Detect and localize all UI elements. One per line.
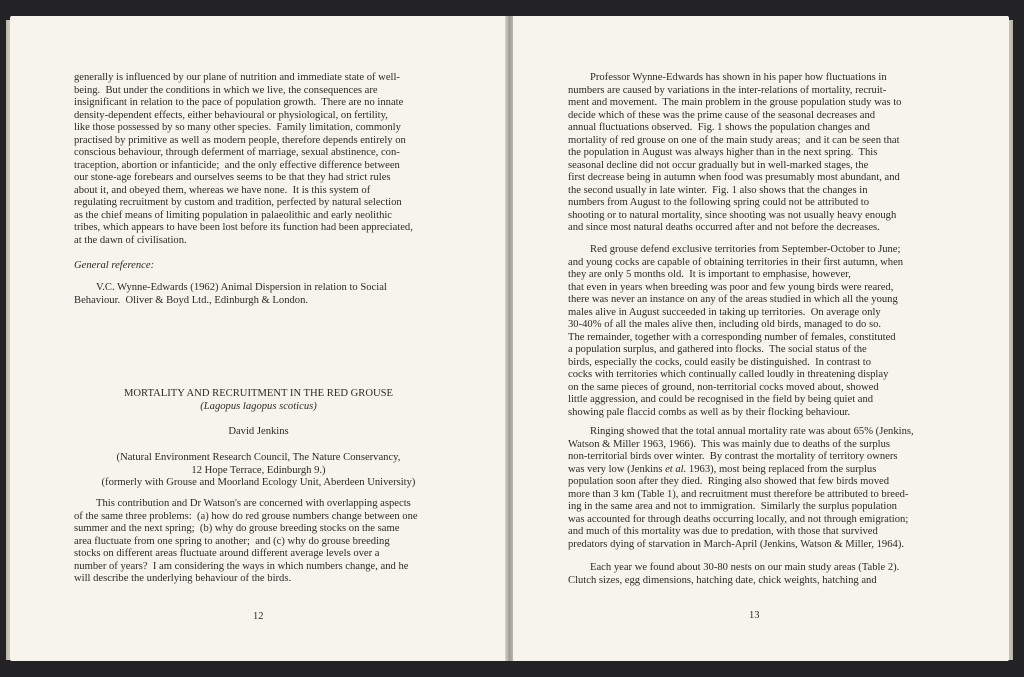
paragraph-3 <box>568 426 914 551</box>
left-page <box>10 16 507 661</box>
page-number-right: 13 <box>749 610 760 621</box>
intro-paragraph: This contribution and Dr Watson's are concerned with overlapping aspects of the same three problems: (a) how do red grouse numbers change between one summer and the next spring; (b) why do grouse breeding stocks on the same area fluctuate from one spring to another; and (c) why do grouse breeding stocks on different areas fluctuate around different average levels over a number of years? I am considering the ways in which numbers change, and he will describe the underlying behaviour of the birds. <box>74 498 418 584</box>
page-number-left: 12 <box>253 611 264 622</box>
author-name: David Jenkins <box>228 426 289 437</box>
paragraph-1: Professor Wynne-Edwards has shown in his paper how fluctuations in numbers are caused by variations in the inter-relations of mortality, recruit- ment and movement. The main problem in the grouse population study was to decide which of these was the prime cause of the seasonal decreases and annual fluctuations observed. Fig. 1 shows the population changes and mortality of red grouse on one of the main study areas; and it can be seen that the population in August was always higher than in the next spring. This seasonal decline did not occur gradually but in well-marked stages, the first decrease being in autumn when food was presumably most abundant, and the second usually in late winter. Fig. 1 also shows that the changes in numbers from August to the following spring could not be attributed to shooting or to natural mortality, since shooting was not usually heavy enough and since most natural deaths occurred after and not before the decreases. <box>568 72 902 233</box>
paragraph-3-italic: et al. <box>665 463 687 475</box>
paragraph-3-part-b: 1963), most being replaced from the surplus population soon after they died. Ringing also showed that few birds moved more than 3 km (Table 1), and recruitment must therefore be attributed to breed- ing in the same area and not to immigration. Similarly the surplus population was accounted for through deaths occurring locally, and not through emigration; and much of this mortality was due to predation, with those that survived predators dying of starvation in March-April (Jenkins, Watson & Miller, 1964). <box>568 463 909 550</box>
article-title: MORTALITY AND RECRUITMENT IN THE RED GROUSE <box>123 388 394 399</box>
author-affiliation: (Natural Environment Research Council, The Nature Conservancy, 12 Hope Terrace, Edinburgh 9.) (formerly with Grouse and Moorland Ecology Unit, Aberdeen University) <box>101 452 416 488</box>
continuation-paragraph: generally is influenced by our plane of nutrition and immediate state of well- being. But under the conditions in which we live, the consequences are insignificant in relation to the pace of population growth. There are no innate density-dependent effects, either behavioural or physiological, on fertility, like those possessed by so many other species. Family limitation, commonly practised by primitive as well as modern people, therefore depends entirely on conscious behaviour, through deferment of marriage, sexual abstinence, con- traception, abortion or infanticide; and the only effective difference between our stone-age forebears and ourselves seems to be that they had strict rules about it, and obeyed them, whereas we have none. It is this system of regulating recruitment by custom and tradition, perfected by natural selection as the chief means of limiting population in palaeolithic and early neolithic tribes, which appears to have been lost before its function had been appreciated, at the dawn of civilisation. <box>74 72 413 246</box>
paragraph-3-part-a: Ringing showed that the total annual mortality rate was about 65% (Jenkins, Watson & Miller 1963, 1966). This was mainly due to deaths of the surplus non-territorial birds over winter. By contrast the mortality of territory owners was very low (Jenkins <box>568 426 914 475</box>
right-page <box>513 16 1009 661</box>
reference-text: V.C. Wynne-Edwards (1962) Animal Dispersion in relation to Social Behaviour. Oliver & Boyd Ltd., Edinburgh & London. <box>74 282 387 306</box>
article-subtitle: (Lagopus lagopus scoticus) <box>200 401 317 412</box>
paragraph-2: Red grouse defend exclusive territories from September-October to June; and young cocks are capable of obtaining territories in their first autumn, when they are only 5 months old. It is important to emphasise, however, that even in years when breeding was poor and few young birds were reared, there was never an instance on any of the areas studied in which all the young males alive in August succeeded in taking up territories. On average only 30-40% of all the males alive then, including old birds, managed to do so. The remainder, together with a corresponding number of females, constituted a population surplus, and gathered into flocks. The social status of the birds, especially the cocks, could easily be distinguished. In contrast to cocks with territories which continually called loudly in threatening display on the same pieces of ground, non-territorial cocks moved about, showed little aggression, and could be recognised in the field by being quiet and showing pale flaccid combs as well as by their flocking behaviour. <box>568 244 904 418</box>
reference-heading: General reference: <box>74 260 155 271</box>
paragraph-4: Each year we found about 30-80 nests on our main study areas (Table 2). Clutch sizes, egg dimensions, hatching date, chick weights, hatching and <box>568 562 900 586</box>
